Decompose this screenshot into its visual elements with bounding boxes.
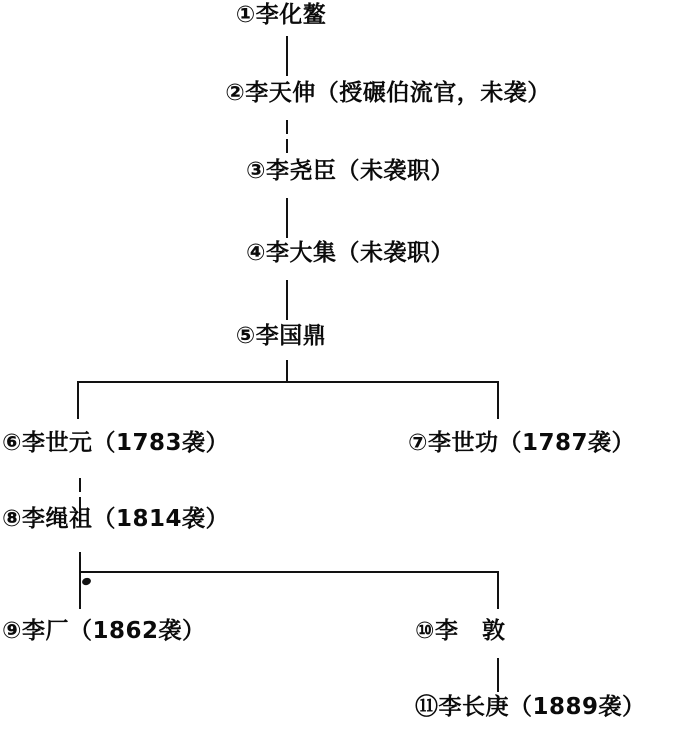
node-8: ⑧李绳祖（1814袭）	[2, 506, 229, 532]
node-1: ①李化鳌	[235, 2, 327, 28]
node-10: ⑩李 敦	[415, 618, 506, 644]
node-4: ④李大集（未袭职）	[246, 240, 454, 266]
edge-5-bracket-bar	[77, 381, 499, 383]
edge-2-3-seg1	[286, 120, 288, 134]
node-6: ⑥李世元（1783袭）	[2, 430, 229, 456]
node-11: ⑪李长庚（1889袭）	[415, 694, 646, 720]
edge-2-3-seg2	[286, 139, 288, 153]
edge-5-to-7-drop	[497, 381, 499, 419]
edge-10-11	[497, 658, 499, 692]
edge-8-bracket-bar	[79, 571, 499, 573]
edge-8-bracket-stem	[79, 552, 81, 572]
edge-1-2	[286, 36, 288, 76]
edge-4-5	[286, 280, 288, 320]
node-9: ⑨李厂（1862袭）	[2, 618, 206, 644]
edge-8-to-9-drop	[79, 571, 81, 609]
node-3: ③李尧臣（未袭职）	[246, 158, 454, 184]
edge-8-to-10-drop	[497, 571, 499, 609]
edge-6-8-seg1	[79, 478, 81, 492]
node-5: ⑤李国鼎	[235, 323, 327, 349]
node-7: ⑦李世功（1787袭）	[408, 430, 635, 456]
edge-3-4	[286, 198, 288, 238]
node-2: ②李天伸（授碾伯流官，未袭）	[225, 80, 551, 106]
edge-8-junction-mark	[81, 577, 92, 586]
edge-5-to-6-drop	[77, 381, 79, 419]
edge-5-bracket-stem	[286, 360, 288, 382]
